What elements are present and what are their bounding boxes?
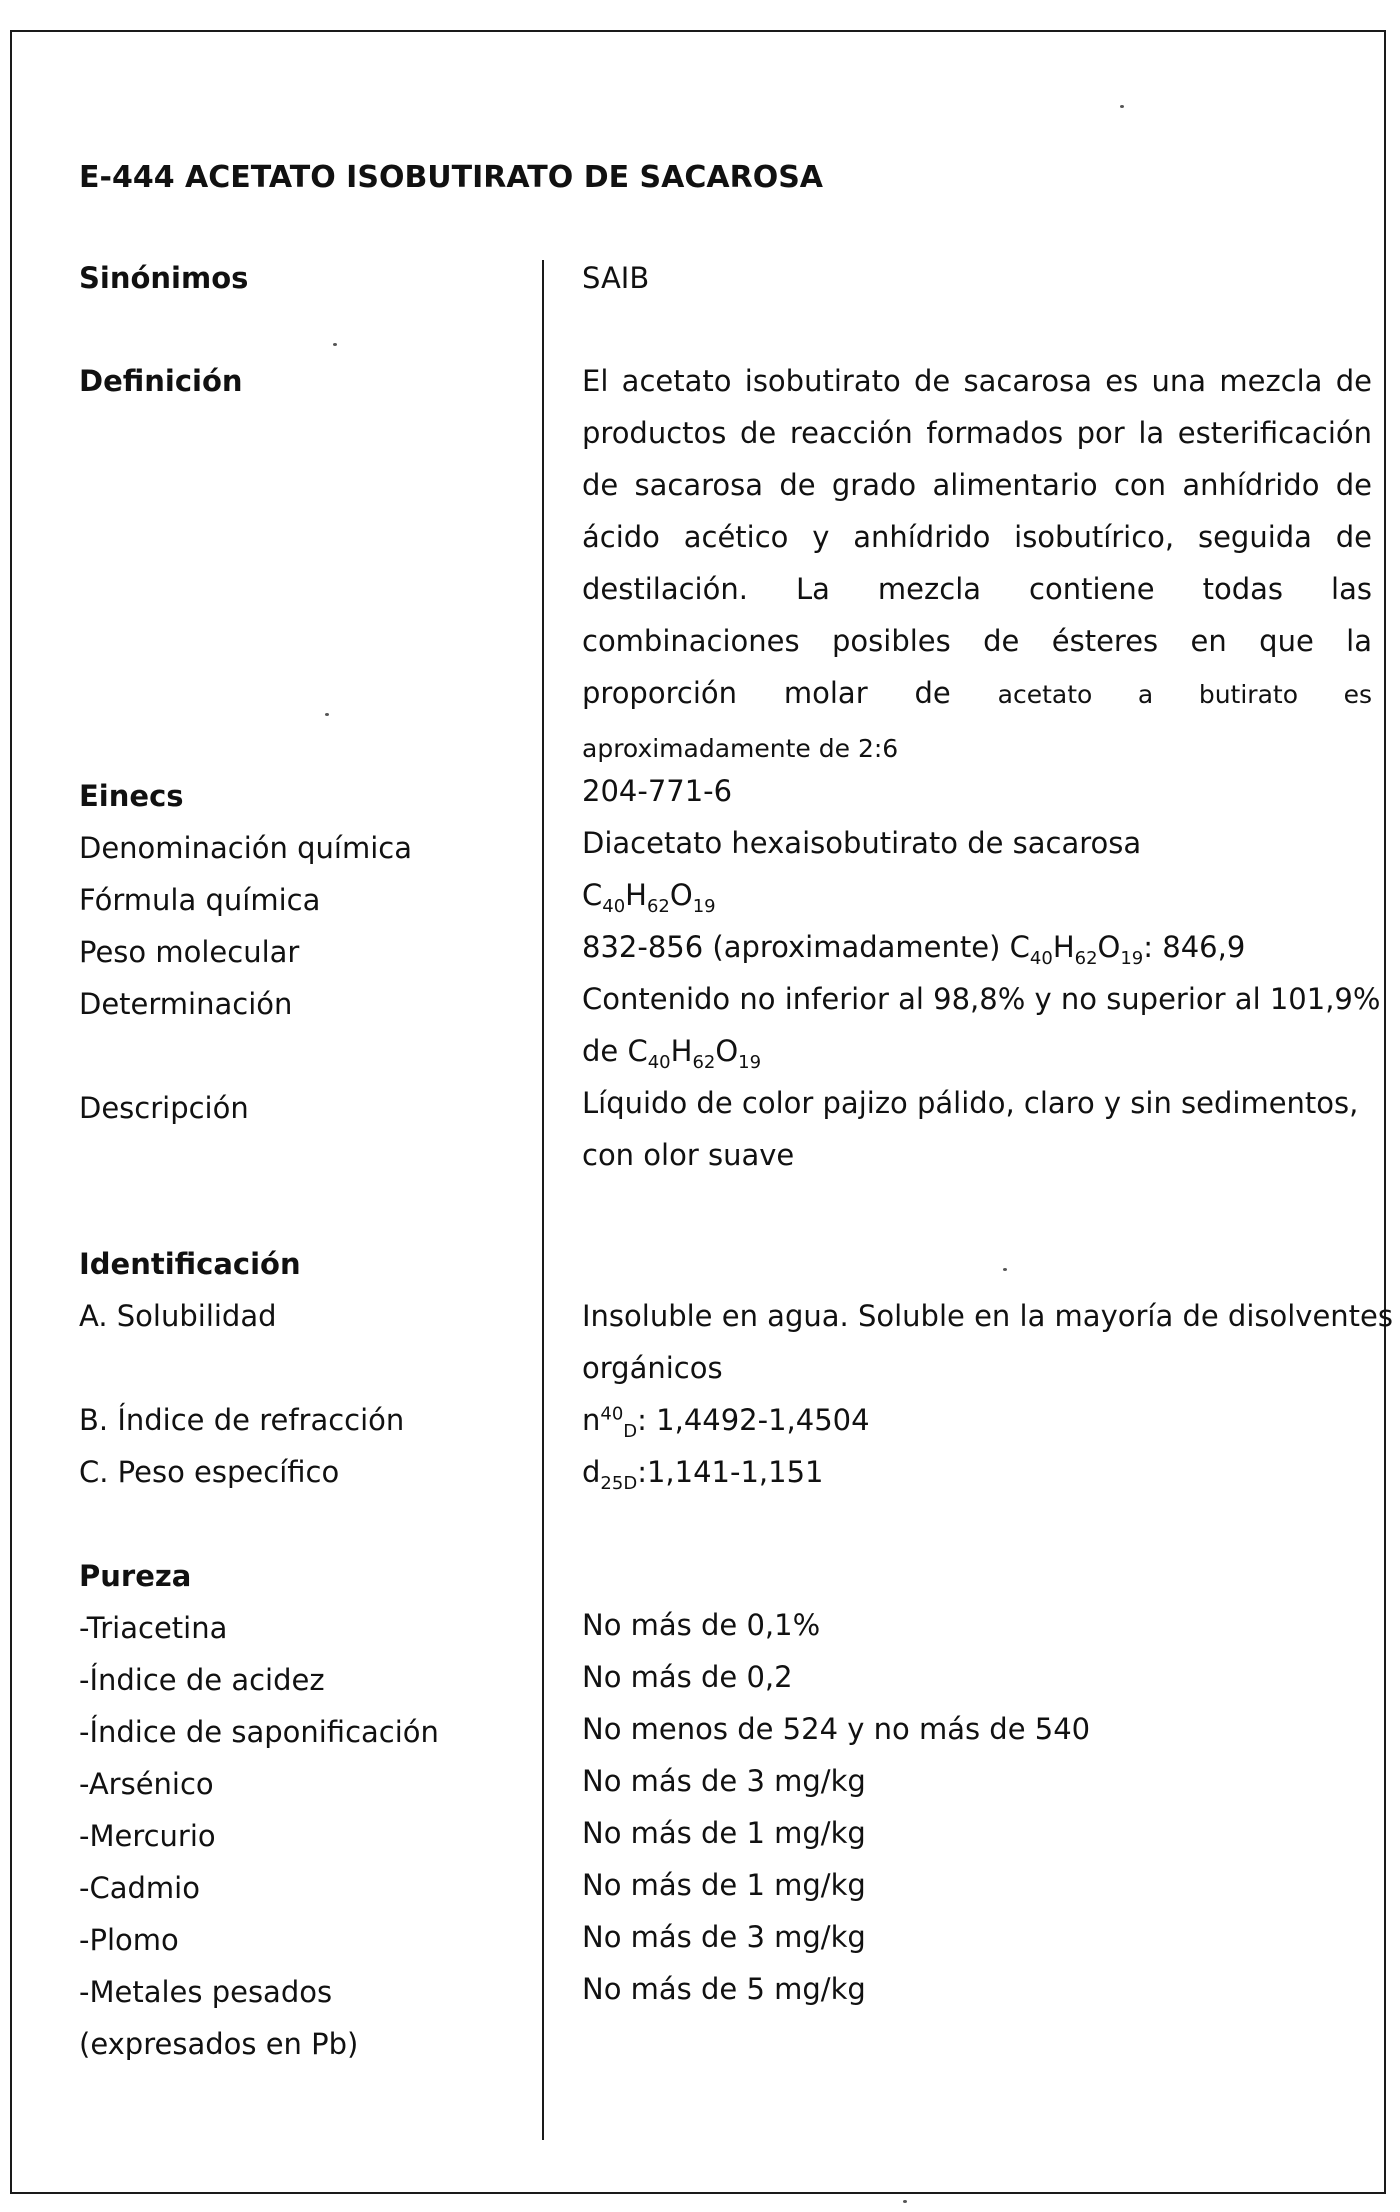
det-formula-c: C bbox=[627, 1034, 648, 1068]
peso-especifico-label: C. Peso específico bbox=[79, 1455, 340, 1489]
descripcion-label: Descripción bbox=[79, 1091, 249, 1125]
pureza-value-acidez: No más de 0,2 bbox=[582, 1660, 793, 1694]
peso-especifico-d: d bbox=[582, 1455, 601, 1489]
document-title: E-444 ACETATO ISOBUTIRATO DE SACAROSA bbox=[79, 160, 824, 195]
pureza-label-acidez: -Índice de acidez bbox=[79, 1663, 325, 1697]
pm-formula-o-sub: 19 bbox=[1120, 947, 1144, 969]
scan-speck bbox=[1120, 105, 1124, 108]
det-formula-o-sub: 19 bbox=[738, 1051, 762, 1073]
definicion-text bbox=[582, 355, 1372, 775]
peso-molecular-prefix: 832-856 (aproximadamente) bbox=[582, 930, 1010, 964]
einecs-label: Einecs bbox=[79, 779, 184, 813]
einecs-value: 204-771-6 bbox=[582, 774, 733, 808]
pureza-label-cadmio: -Cadmio bbox=[79, 1871, 200, 1905]
formula-c: C bbox=[582, 878, 603, 912]
definicion-label: Definición bbox=[79, 364, 243, 398]
peso-molecular-value bbox=[582, 921, 1245, 973]
column-divider bbox=[542, 260, 544, 2140]
identificacion-heading: Identificación bbox=[79, 1247, 301, 1281]
solubilidad-line1: Insoluble en agua. Soluble en la mayoría de disolventes bbox=[582, 1299, 1393, 1333]
refraccion-label: B. Índice de refracción bbox=[79, 1403, 405, 1437]
refraccion-n: n bbox=[582, 1403, 601, 1437]
solubilidad-label: A. Solubilidad bbox=[79, 1299, 277, 1333]
peso-molecular-label: Peso molecular bbox=[79, 935, 300, 969]
pureza-label-plomo: -Plomo bbox=[79, 1923, 179, 1957]
formula-h-sub: 62 bbox=[646, 895, 670, 917]
peso-especifico-sub: 25D bbox=[600, 1472, 638, 1494]
refraccion-value bbox=[582, 1394, 870, 1446]
pm-formula-c-sub: 40 bbox=[1029, 947, 1053, 969]
peso-molecular-suffix: : 846,9 bbox=[1143, 930, 1246, 964]
pureza-heading: Pureza bbox=[79, 1559, 192, 1593]
formula-o-sub: 19 bbox=[692, 895, 716, 917]
pm-formula-h: H bbox=[1052, 930, 1075, 964]
pureza-metales-note: (expresados en Pb) bbox=[79, 2027, 359, 2061]
pureza-value-cadmio: No más de 1 mg/kg bbox=[582, 1868, 866, 1902]
pm-formula-o: O bbox=[1097, 930, 1121, 964]
determinacion-prefix: de bbox=[582, 1034, 628, 1068]
determinacion-label: Determinación bbox=[79, 987, 293, 1021]
pureza-label-arsenico: -Arsénico bbox=[79, 1767, 214, 1801]
scan-speck bbox=[1003, 1268, 1007, 1271]
det-formula-h: H bbox=[670, 1034, 693, 1068]
det-formula-o: O bbox=[715, 1034, 739, 1068]
peso-especifico-range: :1,141-1,151 bbox=[637, 1455, 824, 1489]
det-formula-h-sub: 62 bbox=[692, 1051, 716, 1073]
det-formula-c-sub: 40 bbox=[647, 1051, 671, 1073]
formula-o: O bbox=[669, 878, 693, 912]
determinacion-line1: Contenido no inferior al 98,8% y no superior al 101,9% bbox=[582, 982, 1381, 1016]
descripcion-line1: Líquido de color pajizo pálido, claro y sin sedimentos, bbox=[582, 1086, 1359, 1120]
refraccion-sub: D bbox=[623, 1420, 638, 1442]
pureza-value-arsenico: No más de 3 mg/kg bbox=[582, 1764, 866, 1798]
determinacion-line2 bbox=[582, 1025, 761, 1077]
sinonimos-label: Sinónimos bbox=[79, 261, 249, 295]
pm-formula-c: C bbox=[1009, 930, 1030, 964]
scan-speck bbox=[333, 343, 337, 346]
pureza-value-mercurio: No más de 1 mg/kg bbox=[582, 1816, 866, 1850]
sinonimos-value: SAIB bbox=[582, 261, 650, 295]
formula-h: H bbox=[625, 878, 647, 912]
pureza-label-metales: -Metales pesados bbox=[79, 1975, 333, 2009]
formula-value bbox=[582, 869, 716, 921]
pm-formula-h-sub: 62 bbox=[1074, 947, 1098, 969]
descripcion-line2: con olor suave bbox=[582, 1138, 795, 1172]
pureza-label-triacetina: -Triacetina bbox=[79, 1611, 228, 1645]
solubilidad-line2: orgánicos bbox=[582, 1351, 723, 1385]
denominacion-label: Denominación química bbox=[79, 831, 412, 865]
pureza-label-saponificacion: -Índice de saponificación bbox=[79, 1715, 439, 1749]
definicion-text-main: El acetato isobutirato de sacarosa es una mezcla de productos de reacción formados por la esterificación de sacarosa de grado alimentario con anhídrido de ácido acético y anhídrido isobutírico, seguida de destilación. La mezcla contiene todas las combinaciones posibles de ésteres en que la proporción molar de bbox=[582, 364, 1372, 710]
pureza-value-triacetina: No más de 0,1% bbox=[582, 1608, 821, 1642]
scan-speck bbox=[325, 713, 329, 716]
pureza-label-mercurio: -Mercurio bbox=[79, 1819, 216, 1853]
refraccion-sup: 40 bbox=[600, 1403, 624, 1425]
definicion-text-small: acetato a butirato es aproximadamente de 2:6 bbox=[582, 680, 1373, 763]
formula-label: Fórmula química bbox=[79, 883, 321, 917]
refraccion-range: : 1,4492-1,4504 bbox=[637, 1403, 870, 1437]
pureza-value-plomo: No más de 3 mg/kg bbox=[582, 1920, 866, 1954]
pureza-value-metales: No más de 5 mg/kg bbox=[582, 1972, 866, 2006]
scan-speck bbox=[903, 2200, 907, 2203]
formula-c-sub: 40 bbox=[602, 895, 626, 917]
peso-especifico-value bbox=[582, 1446, 823, 1498]
denominacion-value: Diacetato hexaisobutirato de sacarosa bbox=[582, 826, 1142, 860]
pureza-value-saponificacion: No menos de 524 y no más de 540 bbox=[582, 1712, 1091, 1746]
